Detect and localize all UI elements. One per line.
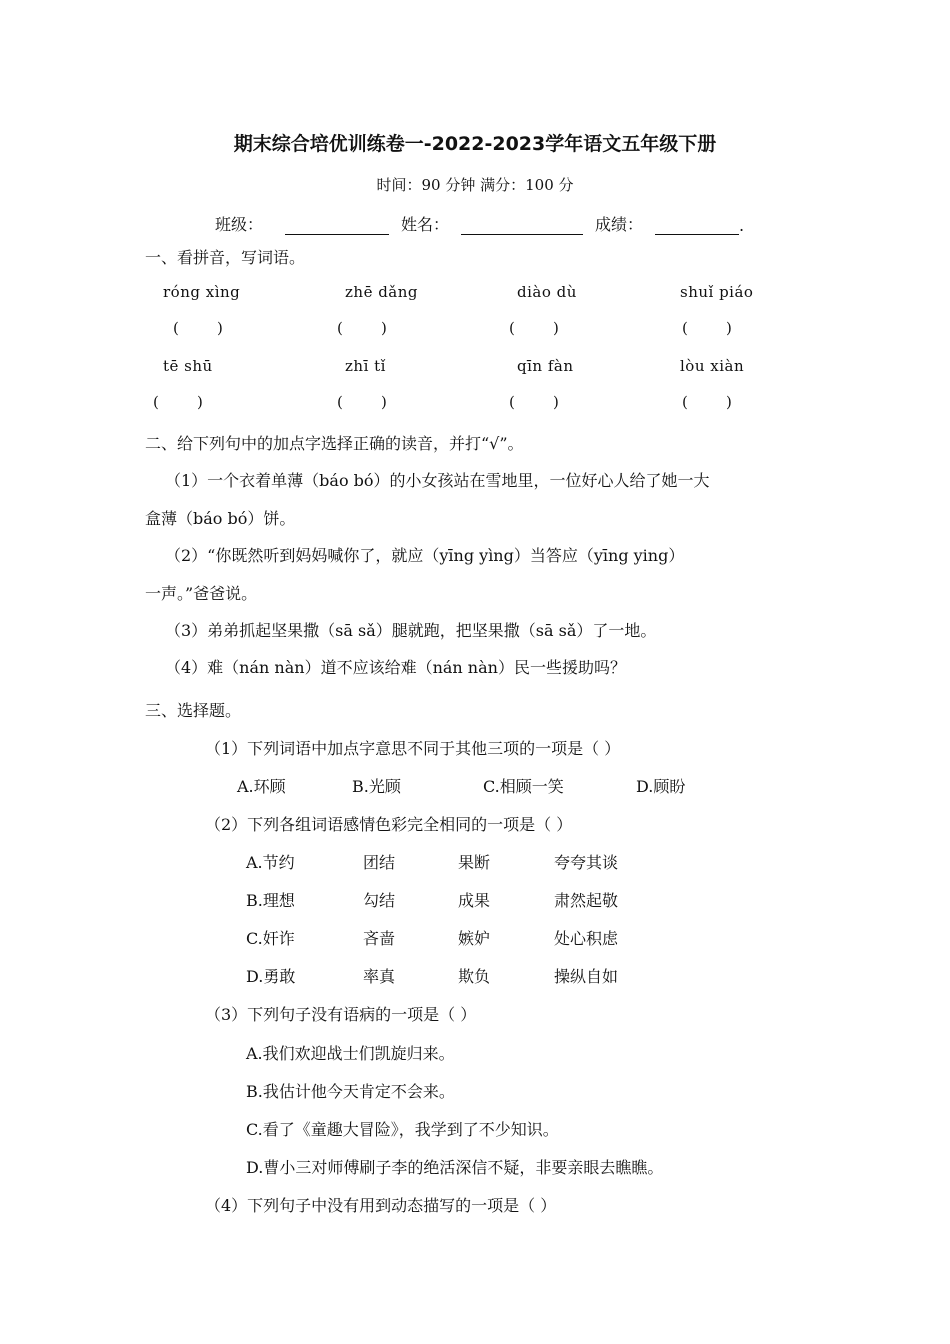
pinyin-7: qīn fàn bbox=[517, 357, 574, 375]
q2-a-word-3: 果断 bbox=[458, 853, 491, 872]
q1-option-d[interactable]: D.顾盼 bbox=[636, 777, 686, 796]
exam-meta: 时间：90 分钟 满分：100 分 bbox=[376, 176, 574, 194]
class-blank[interactable] bbox=[285, 216, 389, 235]
pinyin-1: róng xìng bbox=[163, 283, 241, 301]
q4-stem: （4）下列句子中没有用到动态描写的一项是（ ） bbox=[205, 1196, 557, 1215]
score-label: 成绩： bbox=[595, 215, 644, 234]
q1-stem: （1）下列词语中加点字意思不同于其他三项的一项是（ ） bbox=[205, 739, 621, 758]
score-blank[interactable] bbox=[655, 216, 739, 235]
answer-blank-3[interactable]: ( ) bbox=[509, 319, 559, 337]
q2-a-word-2: 团结 bbox=[363, 853, 396, 872]
class-label: 班级： bbox=[215, 215, 264, 234]
answer-blank-6[interactable]: ( ) bbox=[337, 393, 387, 411]
section2-line-2: 盒薄（báo bó）饼。 bbox=[145, 509, 296, 528]
section2-line-3: （2）“你既然听到妈妈喊你了，就应（yīng yìng）当答应（yīng ying） bbox=[165, 546, 685, 565]
q3-option-c[interactable]: C.看了《童趣大冒险》，我学到了不少知识。 bbox=[246, 1120, 559, 1139]
q2-option-c[interactable]: C.奸诈 bbox=[246, 929, 295, 948]
answer-blank-7[interactable]: ( ) bbox=[509, 393, 559, 411]
q2-c-word-3: 嫉妒 bbox=[458, 929, 491, 948]
section2-line-6: （4）难（nán nàn）道不应该给难（nán nàn）民一些援助吗？ bbox=[165, 658, 626, 677]
q3-option-d[interactable]: D.曹小三对师傅刷子李的绝活深信不疑，非要亲眼去瞧瞧。 bbox=[246, 1158, 664, 1177]
end-mark: . bbox=[739, 216, 745, 235]
answer-blank-5[interactable]: ( ) bbox=[153, 393, 203, 411]
q1-option-c[interactable]: C.相顾一笑 bbox=[483, 777, 564, 796]
section1-heading: 一、看拼音，写词语。 bbox=[145, 248, 306, 267]
answer-blank-4[interactable]: ( ) bbox=[682, 319, 732, 337]
section2-line-5: （3）弟弟抓起坚果撒（sā sǎ）腿就跑，把坚果撒（sā sǎ）了一地。 bbox=[165, 621, 657, 640]
q2-option-b[interactable]: B.理想 bbox=[246, 891, 295, 910]
answer-blank-2[interactable]: ( ) bbox=[337, 319, 387, 337]
q2-stem: （2）下列各组词语感情色彩完全相同的一项是（ ） bbox=[205, 815, 573, 834]
q3-stem: （3）下列句子没有语病的一项是（ ） bbox=[205, 1005, 477, 1024]
name-label: 姓名： bbox=[401, 215, 450, 234]
q2-b-word-2: 勾结 bbox=[363, 891, 396, 910]
q2-d-word-3: 欺负 bbox=[458, 967, 491, 986]
section2-line-4: 一声。”爸爸说。 bbox=[145, 584, 258, 603]
pinyin-8: lòu xiàn bbox=[680, 357, 745, 375]
pinyin-2: zhē dǎng bbox=[345, 283, 419, 301]
pinyin-4: shuǐ piáo bbox=[680, 283, 754, 301]
page-title: 期末综合培优训练卷一-2022-2023学年语文五年级下册 bbox=[233, 133, 717, 155]
q2-b-word-4: 肃然起敬 bbox=[554, 891, 619, 910]
section2-heading: 二、给下列句中的加点字选择正确的读音，并打“√”。 bbox=[145, 434, 524, 453]
answer-blank-1[interactable]: ( ) bbox=[173, 319, 223, 337]
q3-option-b[interactable]: B.我估计他今天肯定不会来。 bbox=[246, 1082, 455, 1101]
q3-option-a[interactable]: A.我们欢迎战士们凯旋归来。 bbox=[246, 1044, 455, 1063]
q1-option-b[interactable]: B.光顾 bbox=[352, 777, 401, 796]
section2-line-1: （1）一个衣着单薄（báo bó）的小女孩站在雪地里，一位好心人给了她一大 bbox=[165, 471, 710, 490]
pinyin-6: zhī tǐ bbox=[345, 357, 386, 375]
q2-d-word-4: 操纵自如 bbox=[554, 967, 619, 986]
name-blank[interactable] bbox=[461, 216, 583, 235]
q1-option-a[interactable]: A.环顾 bbox=[237, 777, 286, 796]
q2-d-word-2: 率真 bbox=[363, 967, 396, 986]
q2-c-word-4: 处心积虑 bbox=[554, 929, 619, 948]
q2-c-word-2: 吝啬 bbox=[363, 929, 396, 948]
q2-a-word-4: 夸夸其谈 bbox=[554, 853, 619, 872]
q2-option-d[interactable]: D.勇敢 bbox=[246, 967, 296, 986]
q2-option-a[interactable]: A.节约 bbox=[246, 853, 295, 872]
pinyin-3: diào dù bbox=[517, 283, 577, 301]
q2-b-word-3: 成果 bbox=[458, 891, 491, 910]
section3-heading: 三、选择题。 bbox=[145, 701, 242, 720]
answer-blank-8[interactable]: ( ) bbox=[682, 393, 732, 411]
pinyin-5: tē shū bbox=[163, 357, 213, 375]
student-info-row bbox=[215, 212, 744, 235]
